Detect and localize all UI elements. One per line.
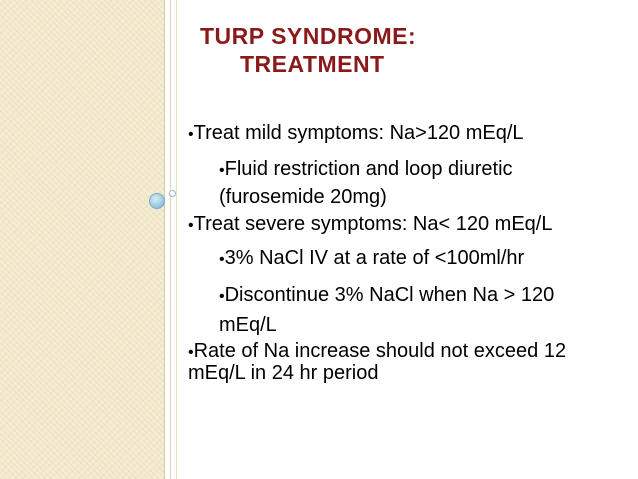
- bullet-list: [188, 120, 618, 383]
- panel-divider-line: [170, 0, 171, 479]
- list-item: [188, 341, 568, 383]
- list-item-text: Treat mild symptoms: Na>120 mEq/L: [193, 122, 524, 144]
- list-item: [188, 120, 618, 148]
- bullet-icon: •: [219, 251, 225, 268]
- bullet-icon: •: [219, 288, 225, 305]
- panel-divider-line: [164, 0, 165, 479]
- list-item-text: 3% NaCl IV at a rate of <100ml/hr: [224, 247, 525, 269]
- decorative-small-circle-icon: [169, 190, 176, 197]
- list-item: [188, 213, 578, 237]
- title-line-2: TREATMENT: [240, 51, 385, 77]
- decorative-circle-icon: [149, 193, 165, 209]
- bullet-icon: •: [188, 344, 194, 361]
- bullet-icon: •: [219, 162, 225, 179]
- bullet-icon: •: [188, 126, 194, 143]
- list-item-text: Fluid restriction and loop diuretic (furosemide 20mg): [219, 158, 513, 208]
- decorative-side-panel: [0, 0, 164, 479]
- slide-title: [200, 22, 600, 78]
- list-item-text: Treat severe symptoms: Na< 120 mEq/L: [193, 213, 553, 235]
- list-item: [219, 156, 599, 211]
- bullet-icon: •: [188, 217, 194, 234]
- list-item: [219, 245, 618, 273]
- panel-divider-line: [176, 0, 177, 479]
- title-line-1: TURP SYNDROME:: [200, 23, 417, 49]
- list-item-text: Rate of Na increase should not exceed 12 mEq/L in 24 hr period: [188, 340, 567, 384]
- list-item-text: Discontinue 3% NaCl when Na > 120 mEq/L: [219, 284, 555, 336]
- list-item: [219, 281, 594, 339]
